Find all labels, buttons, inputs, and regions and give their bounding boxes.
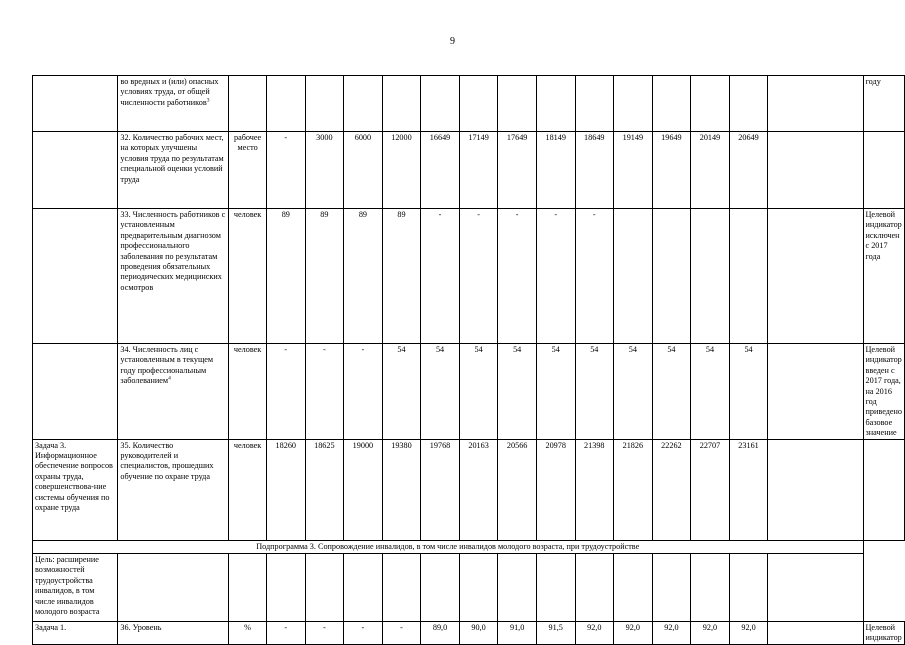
value-cell [382, 76, 421, 132]
value-cell [614, 76, 653, 132]
value-cell [768, 344, 863, 440]
task-cell [33, 76, 118, 132]
value-cell: 19149 [614, 132, 653, 209]
value-cell [344, 76, 383, 132]
value-cell: - [267, 344, 306, 440]
note-cell: Целевой индикатор введен с 2017 года, на 2016 год приведено базовое значение [863, 344, 904, 440]
value-cell: - [575, 209, 614, 344]
value-cell: - [344, 622, 383, 645]
value-cell: 3000 [305, 132, 344, 209]
value-cell: - [267, 132, 306, 209]
value-cell: 92,0 [575, 622, 614, 645]
unit-cell: человек [229, 439, 267, 540]
note-cell [863, 439, 904, 540]
table-row [33, 439, 905, 540]
value-cell: 90,0 [459, 622, 498, 645]
unit-cell: рабочее место [229, 132, 267, 209]
value-cell [536, 76, 575, 132]
value-cell: 18260 [267, 439, 306, 540]
value-cell: 21826 [614, 439, 653, 540]
value-cell: - [536, 209, 575, 344]
value-cell: 12000 [382, 132, 421, 209]
value-cell: 19649 [652, 132, 691, 209]
value-cell [459, 76, 498, 132]
value-cell: 54 [536, 344, 575, 440]
value-cell: 92,0 [614, 622, 653, 645]
page-number: 9 [450, 36, 455, 47]
task-cell: Задача 3. Информационное обеспечение вопросов охраны труда, совершенствова-ние системы обучения по охране труда [33, 439, 118, 540]
value-cell: 54 [652, 344, 691, 440]
note-cell: году [863, 76, 904, 132]
goal-cell: Цель: расширение возможностей трудоустройства инвалидов, в том числе инвалидов молодого возраста [33, 554, 118, 622]
value-cell: 20149 [691, 132, 730, 209]
value-cell: 19380 [382, 439, 421, 540]
task-cell [33, 132, 118, 209]
value-cell: 21398 [575, 439, 614, 540]
unit-cell: человек [229, 344, 267, 440]
value-cell: 91,5 [536, 622, 575, 645]
value-cell [421, 76, 460, 132]
unit-cell: % [229, 622, 267, 645]
table-row [33, 209, 905, 344]
value-cell [652, 209, 691, 344]
value-cell: - [421, 209, 460, 344]
value-cell [729, 76, 768, 132]
table-row [33, 76, 905, 132]
subprogram-title: Подпрограмма 3. Сопровождение инвалидов, в том числе инвалидов молодого возраста, при трудоустройстве [33, 540, 864, 553]
value-cell: - [344, 344, 383, 440]
value-cell: 20978 [536, 439, 575, 540]
indicator-cell: 35. Количество руководителей и специалистов, прошедших обучение по охране труда [118, 439, 229, 540]
value-cell [768, 132, 863, 209]
value-cell [575, 76, 614, 132]
value-cell: 91,0 [498, 622, 537, 645]
value-cell: - [305, 622, 344, 645]
value-cell: 92,0 [729, 622, 768, 645]
value-cell: 18649 [575, 132, 614, 209]
goal-row [33, 554, 905, 622]
value-cell: 54 [498, 344, 537, 440]
value-cell: 16649 [421, 132, 460, 209]
value-cell: - [382, 622, 421, 645]
indicator-cell: 34. Численность лиц с установленным в текущем году профессиональным заболеванием$^4$ [118, 344, 229, 440]
value-cell: - [459, 209, 498, 344]
task-cell: Задача 1. [33, 622, 118, 645]
value-cell [267, 76, 306, 132]
note-cell [863, 132, 904, 209]
value-cell [768, 622, 863, 645]
note-cell: Целевой индикатор [863, 622, 904, 645]
unit-cell: человек [229, 209, 267, 344]
value-cell [768, 209, 863, 344]
value-cell [768, 76, 863, 132]
value-cell: - [267, 622, 306, 645]
table-row [33, 622, 905, 645]
value-cell: 89 [267, 209, 306, 344]
value-cell [691, 209, 730, 344]
value-cell: - [305, 344, 344, 440]
value-cell: 20163 [459, 439, 498, 540]
value-cell: 18625 [305, 439, 344, 540]
value-cell: 19000 [344, 439, 383, 540]
task-cell [33, 209, 118, 344]
value-cell: 54 [459, 344, 498, 440]
indicator-cell: во вредных и (или) опасных условиях труда, от общей численности работников$^3$ [118, 76, 229, 132]
value-cell: 54 [575, 344, 614, 440]
value-cell [729, 209, 768, 344]
value-cell: 54 [691, 344, 730, 440]
value-cell: 17649 [498, 132, 537, 209]
value-cell: 89 [305, 209, 344, 344]
value-cell [305, 76, 344, 132]
value-cell: 17149 [459, 132, 498, 209]
value-cell: 18149 [536, 132, 575, 209]
indicators-table [32, 75, 905, 645]
task-cell [33, 344, 118, 440]
indicator-cell: 33. Численность работников с установленным предварительным диагнозом профессионального заболевания по результатам проведения обязательных периодических медицинских осмотров [118, 209, 229, 344]
value-cell: 89,0 [421, 622, 460, 645]
value-cell [691, 76, 730, 132]
value-cell: 22262 [652, 439, 691, 540]
value-cell: 89 [344, 209, 383, 344]
value-cell: 20649 [729, 132, 768, 209]
value-cell [614, 209, 653, 344]
value-cell: 6000 [344, 132, 383, 209]
value-cell: 19768 [421, 439, 460, 540]
table-row [33, 132, 905, 209]
value-cell: - [498, 209, 537, 344]
value-cell: 54 [421, 344, 460, 440]
value-cell [498, 76, 537, 132]
note-cell: Целевой индикатор исключен с 2017 года [863, 209, 904, 344]
value-cell: 54 [614, 344, 653, 440]
value-cell [652, 76, 691, 132]
value-cell: 22707 [691, 439, 730, 540]
value-cell: 89 [382, 209, 421, 344]
subprogram-row [33, 540, 905, 553]
unit-cell [229, 76, 267, 132]
indicator-cell: 32. Количество рабочих мест, на которых улучшены условия труда по результатам специальной оценки условий труда [118, 132, 229, 209]
value-cell: 54 [382, 344, 421, 440]
value-cell [768, 439, 863, 540]
value-cell: 23161 [729, 439, 768, 540]
value-cell: 92,0 [691, 622, 730, 645]
value-cell: 20566 [498, 439, 537, 540]
value-cell: 54 [729, 344, 768, 440]
value-cell: 92,0 [652, 622, 691, 645]
table-row [33, 344, 905, 440]
indicator-cell: 36. Уровень [118, 622, 229, 645]
